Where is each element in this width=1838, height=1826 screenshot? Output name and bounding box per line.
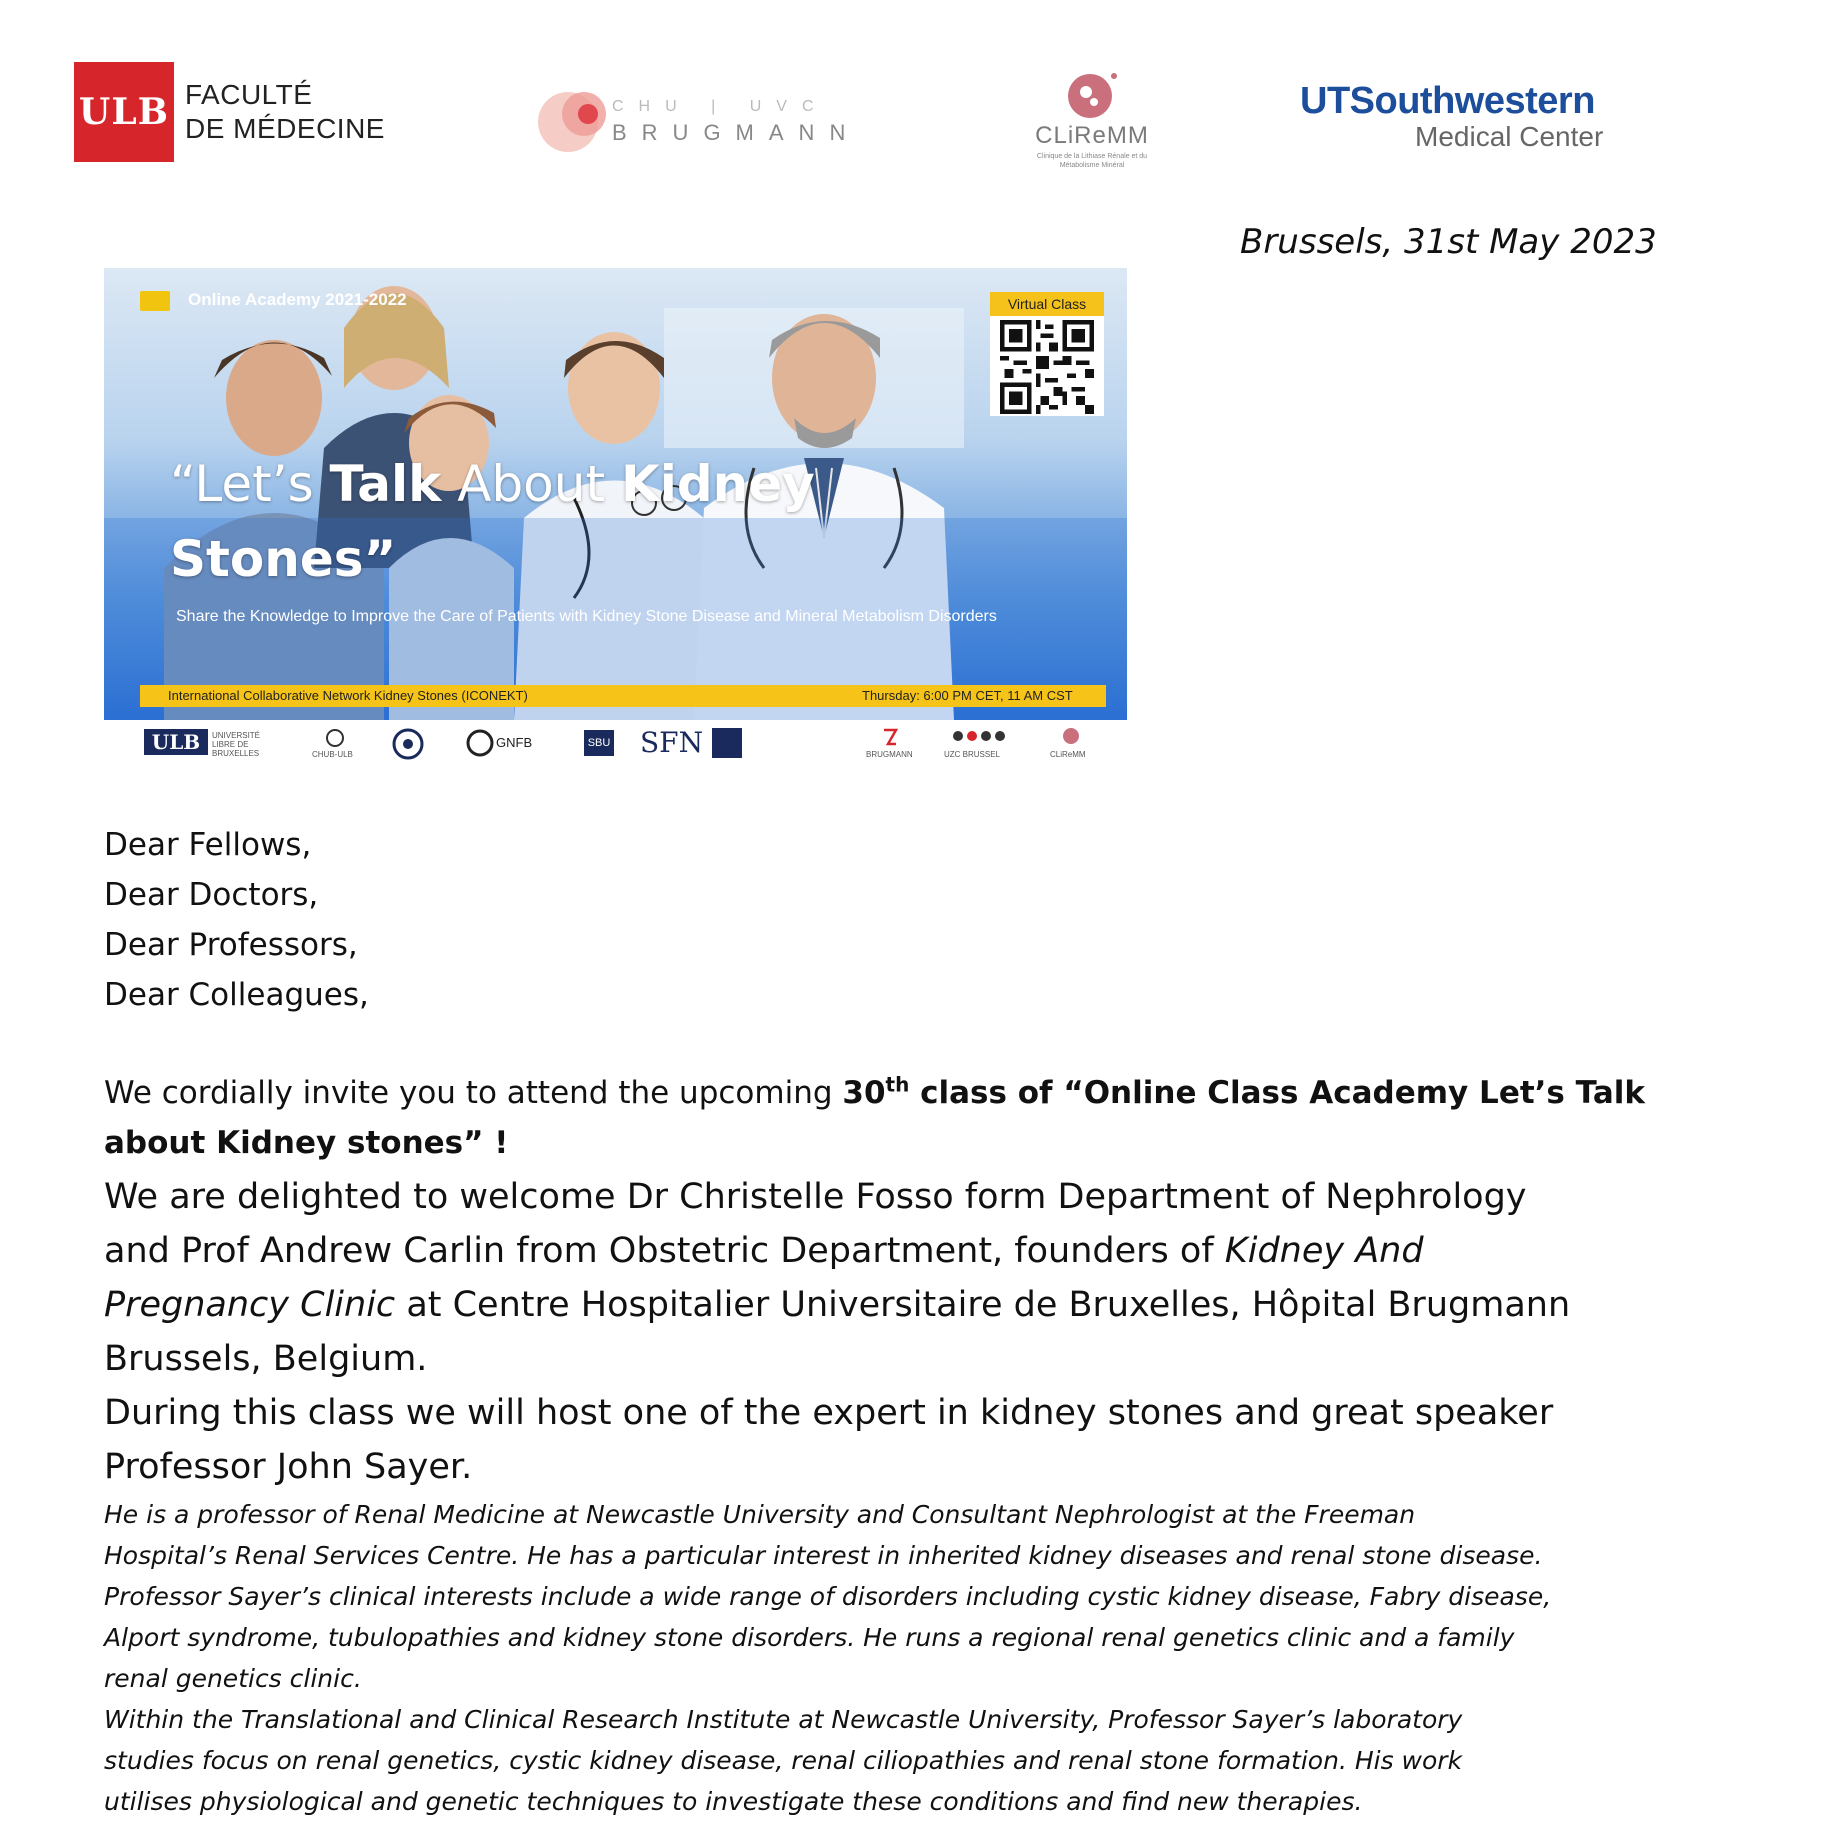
brugmann-top-label: CHU | UVC: [612, 98, 829, 115]
cliremm-sub-label: Clinique de la Lithiase Rénale et du Métabolisme Minéral: [1036, 153, 1148, 169]
welcome-paragraph: [104, 1170, 1570, 1494]
welcome-line: Brussels, Belgium.: [104, 1339, 428, 1379]
partner-uzc-label: UZC BRUSSEL: [944, 750, 1001, 759]
ulb-faculty-label: FACULTÉ DE MÉDECINE: [185, 79, 385, 144]
bio-line: Hospital’s Renal Services Centre. He has a particular interest in inherited kidney diseases and renal stone disease.: [104, 1541, 1543, 1570]
welcome-line: During this class we will host one of the expert in kidney stones and great speaker: [104, 1393, 1554, 1433]
partner-sfn-logo: SFN: [640, 726, 704, 759]
salutation-line: Dear Fellows,: [104, 827, 312, 863]
partner-chub-icon: [322, 728, 348, 748]
brugmann-name-label: BRUGMANN: [612, 120, 861, 145]
welcome-line: We are delighted to welcome Dr Christelle Fosso form Department of Nephrology: [104, 1177, 1527, 1217]
banner-subtitle: Share the Knowledge to Improve the Care of Patients with Kidney Stone Disease and Mineral Metabolism Disorders: [176, 608, 997, 625]
partner-cliremm-label: CLiReMM: [1050, 750, 1086, 759]
letter-date: Brussels, 31st May 2023: [1240, 222, 1657, 262]
banner-schedule-label: Thursday: 6:00 PM CET, 11 AM CST: [862, 688, 1073, 703]
salutation-line: Dear Doctors,: [104, 877, 319, 913]
salutation-line: Dear Colleagues,: [104, 977, 369, 1013]
cliremm-logo-icon: [1050, 66, 1130, 126]
partner-brugmann-icon: [880, 726, 900, 748]
salutations: [104, 820, 369, 1020]
academy-badge-icon: [140, 291, 170, 311]
bio-line: Alport syndrome, tubulopathies and kidney stone disorders. He runs a regional renal genetics clinic and a family: [104, 1623, 1515, 1652]
qr-code-icon[interactable]: [996, 320, 1098, 414]
invitation-line1: We cordially invite you to attend the upcoming 30th class of “Online Class Academy Let’s Talk: [104, 1072, 1645, 1111]
banner-title-line2: Stones”: [170, 530, 397, 588]
banner-network-label: International Collaborative Network Kidney Stones (ICONEKT): [168, 688, 528, 703]
partner-cliremm-icon: [1060, 726, 1082, 746]
bio-line: Professor Sayer’s clinical interests include a wide range of disorders including cystic kidney disease, Fabry disease,: [104, 1582, 1552, 1611]
bio-line: studies focus on renal genetics, cystic kidney disease, renal ciliopathies and renal stone formation. His work: [104, 1746, 1463, 1775]
invitation-line2: about Kidney stones” !: [104, 1125, 509, 1161]
partner-sbu-logo: SBU: [584, 730, 614, 756]
bio-line: utilises physiological and genetic techniques to investigate these conditions and find new therapies.: [104, 1787, 1363, 1816]
welcome-line: Pregnancy Clinic at Centre Hospitalier Universitaire de Bruxelles, Hôpital Brugmann: [104, 1285, 1571, 1325]
banner-academy-label: Online Academy 2021-2022: [188, 290, 407, 309]
bio-line: Within the Translational and Clinical Research Institute at Newcastle University, Professor Sayer’s laboratory: [104, 1705, 1463, 1734]
banner-title-line1: “Let’s Talk About Kidney: [170, 455, 815, 513]
partner-seal-icon: [391, 727, 425, 761]
welcome-line: Professor John Sayer.: [104, 1447, 473, 1487]
virtual-class-label: Virtual Class: [990, 292, 1104, 316]
utsw-logo-sub: Medical Center: [1415, 121, 1604, 152]
partner-gnfb-icon: [466, 728, 494, 758]
partner-uzc-icon: [950, 728, 1006, 744]
ulb-logo: ULB: [74, 62, 174, 162]
bio-line: He is a professor of Renal Medicine at Newcastle University and Consultant Nephrologist at the Freeman: [104, 1500, 1416, 1529]
bio-line: renal genetics clinic.: [104, 1664, 362, 1693]
utsw-logo-name: UTSouthwestern: [1300, 80, 1595, 122]
partner-chub-label: CHUB-ULB: [312, 750, 353, 759]
salutation-line: Dear Professors,: [104, 927, 358, 963]
invitation-paragraph: [104, 1068, 1645, 1168]
partner-brugmann-label: BRUGMANN: [866, 750, 913, 759]
welcome-line: and Prof Andrew Carlin from Obstetric Department, founders of Kidney And: [104, 1231, 1424, 1271]
partner-academy-logo: [712, 728, 742, 758]
partner-ulb-sub: UNIVERSITÉ LIBRE DE BRUXELLES: [212, 731, 261, 758]
cliremm-name-label: CLiReMM: [1035, 122, 1149, 149]
partner-gnfb-label: GNFB: [496, 735, 533, 750]
speaker-bio: [104, 1494, 1551, 1822]
partner-ulb-logo: ULB: [144, 729, 208, 755]
